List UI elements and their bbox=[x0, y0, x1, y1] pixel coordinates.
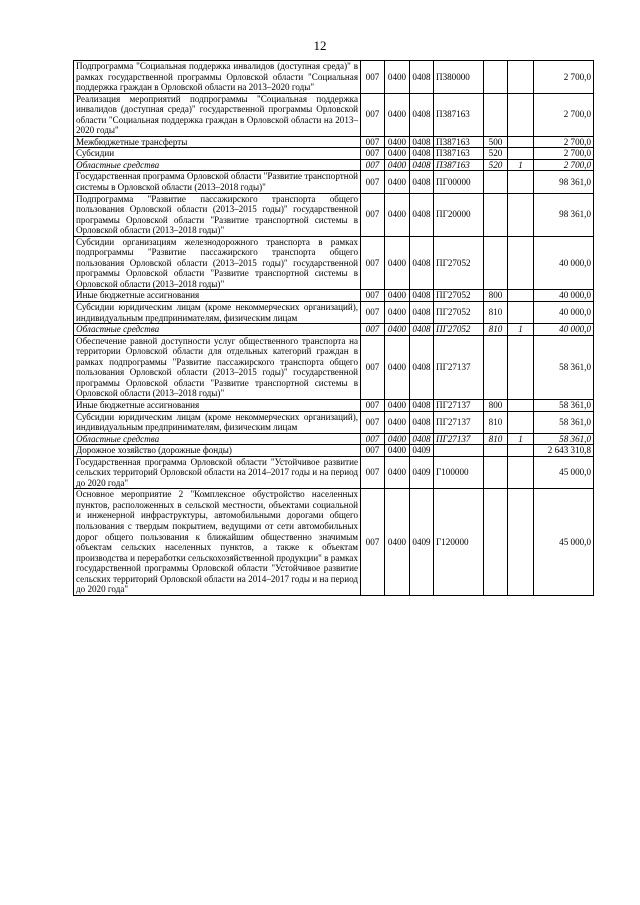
amount: 58 361,0 bbox=[534, 335, 594, 399]
table-row bbox=[74, 456, 594, 489]
subsection-code: 0408 bbox=[410, 335, 434, 399]
amount: 2 700,0 bbox=[534, 93, 594, 136]
section-code: 0400 bbox=[385, 290, 410, 302]
subsection-code: 0409 bbox=[410, 489, 434, 595]
target-article-code: ПГ27052 bbox=[434, 236, 484, 290]
expense-type-code bbox=[484, 489, 508, 595]
expense-type-code bbox=[484, 193, 508, 236]
subsection-code: 0408 bbox=[410, 193, 434, 236]
funding-source-code bbox=[508, 171, 534, 193]
table-row bbox=[74, 433, 594, 445]
expense-type-code bbox=[484, 236, 508, 290]
ministry-code: 007 bbox=[361, 236, 385, 290]
funding-source-code bbox=[508, 411, 534, 433]
table-row bbox=[74, 136, 594, 148]
table-row bbox=[74, 159, 594, 171]
row-description: Иные бюджетные ассигнования bbox=[74, 399, 361, 411]
subsection-code: 0408 bbox=[410, 302, 434, 324]
funding-source-code bbox=[508, 93, 534, 136]
target-article-code: ПГ27052 bbox=[434, 302, 484, 324]
ministry-code: 007 bbox=[361, 411, 385, 433]
subsection-code: 0408 bbox=[410, 159, 434, 171]
funding-source-code bbox=[508, 290, 534, 302]
target-article-code: ПГ27137 bbox=[434, 411, 484, 433]
section-code: 0400 bbox=[385, 302, 410, 324]
target-article-code: Г120000 bbox=[434, 489, 484, 595]
subsection-code: 0408 bbox=[410, 411, 434, 433]
amount: 40 000,0 bbox=[534, 236, 594, 290]
table-row bbox=[74, 335, 594, 399]
ministry-code: 007 bbox=[361, 324, 385, 336]
target-article-code: ПГ20000 bbox=[434, 193, 484, 236]
table-body bbox=[74, 61, 594, 596]
section-code: 0400 bbox=[385, 236, 410, 290]
row-description: Государственная программа Орловской области "Устойчивое развитие сельских территорий Орловской области на 2014–2017 годы и на период до 2020 года" bbox=[74, 456, 361, 489]
target-article-code bbox=[434, 445, 484, 457]
section-code: 0400 bbox=[385, 324, 410, 336]
funding-source-code bbox=[508, 61, 534, 94]
table-row bbox=[74, 302, 594, 324]
row-description: Дорожное хозяйство (дорожные фонды) bbox=[74, 445, 361, 457]
ministry-code: 007 bbox=[361, 433, 385, 445]
ministry-code: 007 bbox=[361, 136, 385, 148]
section-code: 0400 bbox=[385, 136, 410, 148]
section-code: 0400 bbox=[385, 445, 410, 457]
amount: 45 000,0 bbox=[534, 489, 594, 595]
funding-source-code bbox=[508, 399, 534, 411]
funding-source-code bbox=[508, 445, 534, 457]
section-code: 0400 bbox=[385, 93, 410, 136]
expense-type-code bbox=[484, 445, 508, 457]
ministry-code: 007 bbox=[361, 171, 385, 193]
amount: 98 361,0 bbox=[534, 193, 594, 236]
funding-source-code: 1 bbox=[508, 159, 534, 171]
expense-type-code bbox=[484, 335, 508, 399]
table-row bbox=[74, 445, 594, 457]
section-code: 0400 bbox=[385, 433, 410, 445]
section-code: 0400 bbox=[385, 456, 410, 489]
section-code: 0400 bbox=[385, 159, 410, 171]
section-code: 0400 bbox=[385, 171, 410, 193]
row-description: Субсидии bbox=[74, 148, 361, 160]
row-description: Субсидии юридическим лицам (кроме некоммерческих организаций), индивидуальным предпринимателям, физическим лицам bbox=[74, 302, 361, 324]
table-row bbox=[74, 489, 594, 595]
target-article-code: ПГ27137 bbox=[434, 399, 484, 411]
subsection-code: 0409 bbox=[410, 456, 434, 489]
amount: 58 361,0 bbox=[534, 399, 594, 411]
expense-type-code: 800 bbox=[484, 399, 508, 411]
amount: 2 700,0 bbox=[534, 148, 594, 160]
funding-source-code: 1 bbox=[508, 324, 534, 336]
target-article-code: ПГ27137 bbox=[434, 433, 484, 445]
ministry-code: 007 bbox=[361, 193, 385, 236]
target-article-code: П387163 bbox=[434, 93, 484, 136]
amount: 45 000,0 bbox=[534, 456, 594, 489]
amount: 98 361,0 bbox=[534, 171, 594, 193]
expense-type-code: 810 bbox=[484, 411, 508, 433]
expense-type-code: 810 bbox=[484, 324, 508, 336]
subsection-code: 0408 bbox=[410, 148, 434, 160]
section-code: 0400 bbox=[385, 489, 410, 595]
amount: 40 000,0 bbox=[534, 302, 594, 324]
target-article-code: П387163 bbox=[434, 148, 484, 160]
row-description: Основное мероприятие 2 "Комплексное обустройство населенных пунктов, расположенных в сельской местности, объектами социальной и инженерной инфраструктуры, автомобильными дорогами общего пользования с твердым покрытием, ведущими от сети автомобильных дорог общего пользования к ближайшим общественно значимым объектам сельских населенных пунктов, а также к объектам производства и переработки сельскохозяйственной продукции" в рамках государственной программы Орловской области "Устойчивое развитие сельских территорий Орловской области на 2014–2017 годы и на период до 2020 года" bbox=[74, 489, 361, 595]
table-row bbox=[74, 324, 594, 336]
ministry-code: 007 bbox=[361, 302, 385, 324]
row-description: Областные средства bbox=[74, 159, 361, 171]
target-article-code: Г100000 bbox=[434, 456, 484, 489]
table-row bbox=[74, 236, 594, 290]
amount: 2 643 310,8 bbox=[534, 445, 594, 457]
target-article-code: П387163 bbox=[434, 136, 484, 148]
expense-type-code: 810 bbox=[484, 302, 508, 324]
amount: 2 700,0 bbox=[534, 61, 594, 94]
row-description: Подпрограмма "Развитие пассажирского транспорта общего пользования Орловской области (2013–2015 годы)" государственной программы Орловской области "Развитие транспортной системы в Орловской области (2013–2018 годы)" bbox=[74, 193, 361, 236]
row-description: Субсидии организациям железнодорожного транспорта в рамках подпрограммы "Развитие пассажирского транспорта общего пользования Орловской области (2013–2015 годы)" государственной программы Орловской области "Развитие транспортной системы в Орловской области (2013–2018 годы)" bbox=[74, 236, 361, 290]
table-row bbox=[74, 399, 594, 411]
ministry-code: 007 bbox=[361, 456, 385, 489]
row-description: Областные средства bbox=[74, 324, 361, 336]
amount: 58 361,0 bbox=[534, 433, 594, 445]
subsection-code: 0408 bbox=[410, 171, 434, 193]
ministry-code: 007 bbox=[361, 399, 385, 411]
expense-type-code bbox=[484, 93, 508, 136]
ministry-code: 007 bbox=[361, 445, 385, 457]
amount: 40 000,0 bbox=[534, 324, 594, 336]
table-row bbox=[74, 193, 594, 236]
subsection-code: 0408 bbox=[410, 136, 434, 148]
funding-source-code bbox=[508, 193, 534, 236]
expense-type-code: 810 bbox=[484, 433, 508, 445]
budget-table bbox=[73, 60, 594, 596]
ministry-code: 007 bbox=[361, 159, 385, 171]
expense-type-code: 500 bbox=[484, 136, 508, 148]
expense-type-code bbox=[484, 61, 508, 94]
ministry-code: 007 bbox=[361, 61, 385, 94]
row-description: Обеспечение равной доступности услуг общественного транспорта на территории Орловской области для отдельных категорий граждан в рамках подпрограммы "Развитие пассажирского транспорта общего пользования Орловской области (2013–2015 годы)" государственной программы Орловской области "Развитие транспортной системы в Орловской области (2013–2018 годы)" bbox=[74, 335, 361, 399]
section-code: 0400 bbox=[385, 335, 410, 399]
row-description: Государственная программа Орловской области "Развитие транспортной системы в Орловской области (2013–2018 годы)" bbox=[74, 171, 361, 193]
subsection-code: 0408 bbox=[410, 61, 434, 94]
row-description: Областные средства bbox=[74, 433, 361, 445]
funding-source-code bbox=[508, 335, 534, 399]
funding-source-code bbox=[508, 456, 534, 489]
subsection-code: 0408 bbox=[410, 93, 434, 136]
funding-source-code: 1 bbox=[508, 433, 534, 445]
section-code: 0400 bbox=[385, 399, 410, 411]
expense-type-code bbox=[484, 456, 508, 489]
expense-type-code: 520 bbox=[484, 148, 508, 160]
row-description: Подпрограмма "Социальная поддержка инвалидов (доступная среда)" в рамках государственной программы Орловской области "Социальная поддержка граждан в Орловской области на 2013–2020 годы" bbox=[74, 61, 361, 94]
amount: 2 700,0 bbox=[534, 159, 594, 171]
section-code: 0400 bbox=[385, 193, 410, 236]
target-article-code: ПГ27052 bbox=[434, 290, 484, 302]
row-description: Субсидии юридическим лицам (кроме некоммерческих организаций), индивидуальным предпринимателям, физическим лицам bbox=[74, 411, 361, 433]
target-article-code: ПГ00000 bbox=[434, 171, 484, 193]
funding-source-code bbox=[508, 302, 534, 324]
ministry-code: 007 bbox=[361, 489, 385, 595]
expense-type-code: 800 bbox=[484, 290, 508, 302]
funding-source-code bbox=[508, 489, 534, 595]
subsection-code: 0409 bbox=[410, 445, 434, 457]
funding-source-code bbox=[508, 136, 534, 148]
funding-source-code bbox=[508, 236, 534, 290]
table-row bbox=[74, 171, 594, 193]
target-article-code: ПГ27137 bbox=[434, 335, 484, 399]
table-row bbox=[74, 290, 594, 302]
expense-type-code bbox=[484, 171, 508, 193]
subsection-code: 0408 bbox=[410, 324, 434, 336]
target-article-code: ПГ27052 bbox=[434, 324, 484, 336]
row-description: Реализация мероприятий подпрограммы "Социальная поддержка инвалидов (доступная среда)" государственной программы Орловской области "Социальная поддержка граждан в Орловской области на 2013–2020 годы" bbox=[74, 93, 361, 136]
subsection-code: 0408 bbox=[410, 290, 434, 302]
table-row bbox=[74, 148, 594, 160]
row-description: Межбюджетные трансферты bbox=[74, 136, 361, 148]
amount: 2 700,0 bbox=[534, 136, 594, 148]
subsection-code: 0408 bbox=[410, 399, 434, 411]
ministry-code: 007 bbox=[361, 93, 385, 136]
subsection-code: 0408 bbox=[410, 236, 434, 290]
subsection-code: 0408 bbox=[410, 433, 434, 445]
target-article-code: П387163 bbox=[434, 159, 484, 171]
funding-source-code bbox=[508, 148, 534, 160]
section-code: 0400 bbox=[385, 148, 410, 160]
ministry-code: 007 bbox=[361, 148, 385, 160]
expense-type-code: 520 bbox=[484, 159, 508, 171]
table-row bbox=[74, 93, 594, 136]
target-article-code: П380000 bbox=[434, 61, 484, 94]
amount: 58 361,0 bbox=[534, 411, 594, 433]
row-description: Иные бюджетные ассигнования bbox=[74, 290, 361, 302]
ministry-code: 007 bbox=[361, 290, 385, 302]
table-row bbox=[74, 61, 594, 94]
ministry-code: 007 bbox=[361, 335, 385, 399]
section-code: 0400 bbox=[385, 411, 410, 433]
section-code: 0400 bbox=[385, 61, 410, 94]
page-number: 12 bbox=[313, 38, 327, 53]
amount: 40 000,0 bbox=[534, 290, 594, 302]
table-row bbox=[74, 411, 594, 433]
